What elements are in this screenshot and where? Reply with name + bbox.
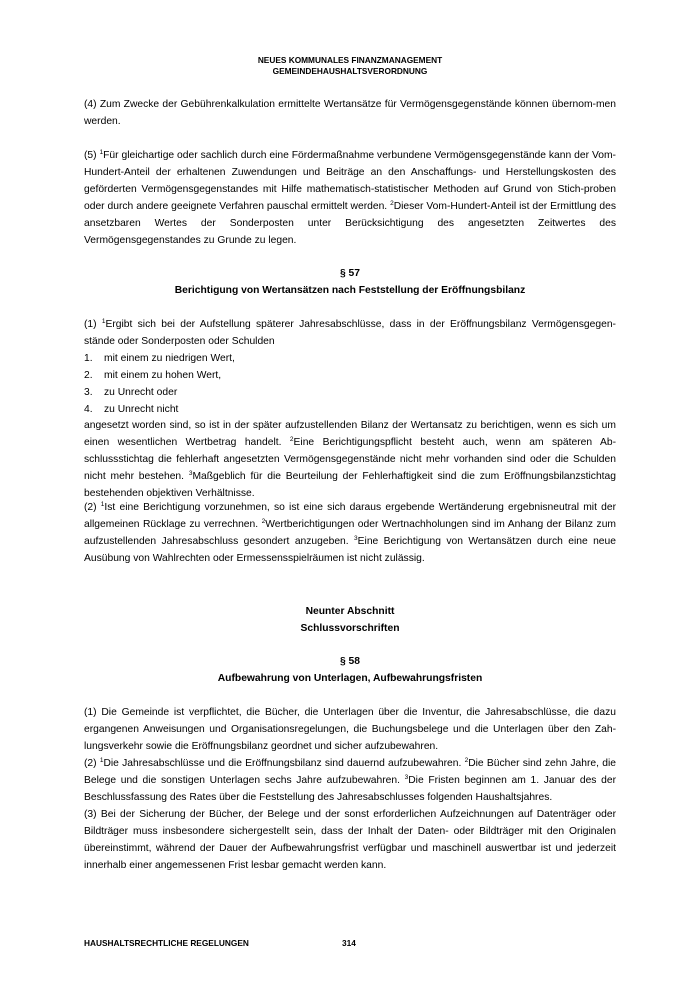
sentence: Maßgeblich für die Beurteilung der Fehlerhaftigkeit sind die zum Eröffnungsbilanzstichtag bestehenden objektiven Verhältnisse. [84, 471, 616, 500]
s58-para-1 [84, 705, 616, 756]
chapter-title: Neunter Abschnitt [305, 606, 395, 617]
s56-para-5 [84, 148, 616, 249]
sentence-number: 2 [464, 757, 469, 764]
footer-title: HAUSHALTSRECHTLICHE REGELUNGEN [84, 938, 249, 948]
s57-heading [84, 266, 616, 300]
sentence-number: 2 [261, 517, 266, 525]
enumeration-list [84, 351, 616, 419]
sentence-number: 1 [99, 149, 104, 156]
sentence: Ist eine Berichtigung vorzunehmen, so ist eine sich daraus ergebende Wertänderung ergebnisneutral mit der allgemeinen Rücklage zu verrechnen. [84, 502, 616, 530]
sentence-number: 1 [100, 501, 105, 508]
paragraph-number: (1) [84, 319, 102, 330]
list-number: 1. [84, 352, 93, 364]
sentence: Eine Berichtigung von Wertansätzen durch eine neue Ausübung von Wahlrechten oder Ermessensspielräumen ist nicht zulässig. [84, 535, 616, 564]
list-item [84, 402, 616, 419]
chapter-heading [84, 604, 616, 638]
sentence-number: 1 [101, 318, 106, 325]
sentence: Eine Berichtigungspflicht besteht auch, wenn am späteren Ab-schlussstichtag die fehlerhaft angesetzten Vermögensgegenstände nicht mehr vorhanden sind oder die Schulden nicht mehr bestehen. [84, 437, 616, 483]
paragraph-text [84, 148, 616, 249]
list-number: 4. [84, 403, 93, 415]
section-number: § 58 [339, 656, 361, 667]
s58-para-2 [84, 756, 616, 807]
list-number: 3. [84, 386, 93, 398]
header-title: NEUES KOMMUNALES FINANZMANAGEMENT [257, 55, 443, 65]
list-text: zu Unrecht nicht [104, 403, 179, 415]
sentence-number: 3 [354, 534, 358, 542]
sentence: angesetzt worden sind, so ist in der später aufzustellenden Bilanz der Wertansatz zu berichtigen, wenn es sich um einen wesentlichen Wertbetrag handelt. [84, 420, 616, 449]
paragraph-continuation [84, 418, 616, 503]
sentence: Die Fristen beginnen am 1. Januar des der Beschlussfassung des Rates über die Feststellung des Jahresabschlusses folgenden Haushaltsjahres. [84, 774, 616, 803]
paragraph-text: (3) Bei der Sicherung der Bücher, der Belege und der sonst erforderlichen Aufzeichnungen auf Datenträger oder Bildträger muss insbesondere sichergestellt sein, dass der Inhalt der Daten- oder Bildträger mit den Originalen übereinstimmt, während der Dauer der Aufbewahrungsfrist verfügbar und maschinell auswertbar ist und jederzeit innerhalb einer angemessenen Frist lesbar gemacht werden kann. [84, 809, 616, 871]
sentence-number: 3 [188, 470, 193, 478]
chapter-subtitle: Schlussvorschriften [300, 622, 400, 634]
list-item [84, 368, 616, 385]
paragraph-intro [84, 317, 616, 351]
paragraph-text [84, 500, 616, 568]
paragraph-number: (5) [84, 150, 100, 161]
sentence-number: 2 [289, 436, 294, 444]
sentence: Die Bücher sind zehn Jahre, die Belege und die sonstigen Unterlagen sechs Jahre aufzubewahren. [84, 758, 616, 786]
running-header [0, 55, 700, 76]
s58-heading [84, 654, 616, 688]
sentence: Für gleichartige oder sachlich durch eine Fördermaßnahme verbundene Vermögensgegenstände kann der Vom-Hundert-Anteil der erhaltenen Zuwendungen und Beiträge an den Anschaffungs- und Herstellungskosten des geförderten Vermögensgegenstandes mit Hilfe mathematisch-statistischer Methoden auf Grund von Stich-proben oder durch andere geeignete Verfahren pauschal ermittelt werden. [84, 150, 616, 212]
s56-para-4 [84, 97, 616, 131]
list-text: zu Unrecht oder [104, 386, 178, 398]
s58-para-3 [84, 807, 616, 875]
section-number: § 57 [339, 268, 361, 279]
section-title: Berichtigung von Wertansätzen nach Feststellung der Eröffnungsbilanz [174, 284, 526, 296]
section-title: Aufbewahrung von Unterlagen, Aufbewahrungsfristen [217, 672, 483, 684]
sentence-number: 3 [404, 773, 409, 781]
sentence-number: 2 [390, 199, 394, 207]
sentence: Dieser Vom-Hundert-Anteil ist der Ermittlung des ansetzbaren Wertes der Sonderposten unter Berücksichtigung des angesetzten Zeitwertes des Vermögensgegenstandes zu Grunde zu legen. [84, 200, 616, 246]
header-subtitle: GEMEINDEHAUSHALTSVERORDNUNG [272, 65, 428, 76]
list-number: 2. [84, 369, 93, 381]
paragraph-text: (1) Die Gemeinde ist verpflichtet, die Bücher, die Unterlagen über die Inventur, die Jahresabschlüsse, die dazu ergangenen Anweisungen und Organisationsregelungen, die Buchungsbelege und die Unterlagen über den Zah-lungsverkehr sowie die Eröffnungsbilanz geordnet und sicher aufzubewahren. [84, 707, 616, 752]
list-text: mit einem zu hohen Wert, [104, 369, 222, 381]
sentence-number: 1 [99, 757, 104, 764]
s57-para-1 [84, 317, 616, 503]
list-item [84, 385, 616, 402]
list-item [84, 351, 616, 368]
paragraph-text: (4) Zum Zwecke der Gebührenkalkulation ermittelte Wertansätze für Vermögensgegenstände können übernom-men werden. [84, 99, 616, 127]
paragraph-number: (2) [84, 758, 100, 769]
sentence: Wertberichtigungen oder Wertnachholungen sind im Anhang der Bilanz zum aufzustellenden Jahresabschluss gesondert anzugeben. [84, 518, 616, 547]
s57-para-2 [84, 500, 616, 568]
list-text: mit einem zu niedrigen Wert, [104, 352, 235, 364]
paragraph-text [84, 756, 616, 807]
page-number: 314 [342, 938, 356, 948]
sentence: Ergibt sich bei der Aufstellung späterer Jahresabschlüsse, dass in der Eröffnungsbilanz Vermögensgegen-stände oder Sonderposten oder Schulden [84, 319, 616, 347]
sentence: Die Jahresabschlüsse und die Eröffnungsbilanz sind dauernd aufzubewahren. [103, 758, 465, 769]
paragraph-number: (2) [84, 502, 101, 513]
